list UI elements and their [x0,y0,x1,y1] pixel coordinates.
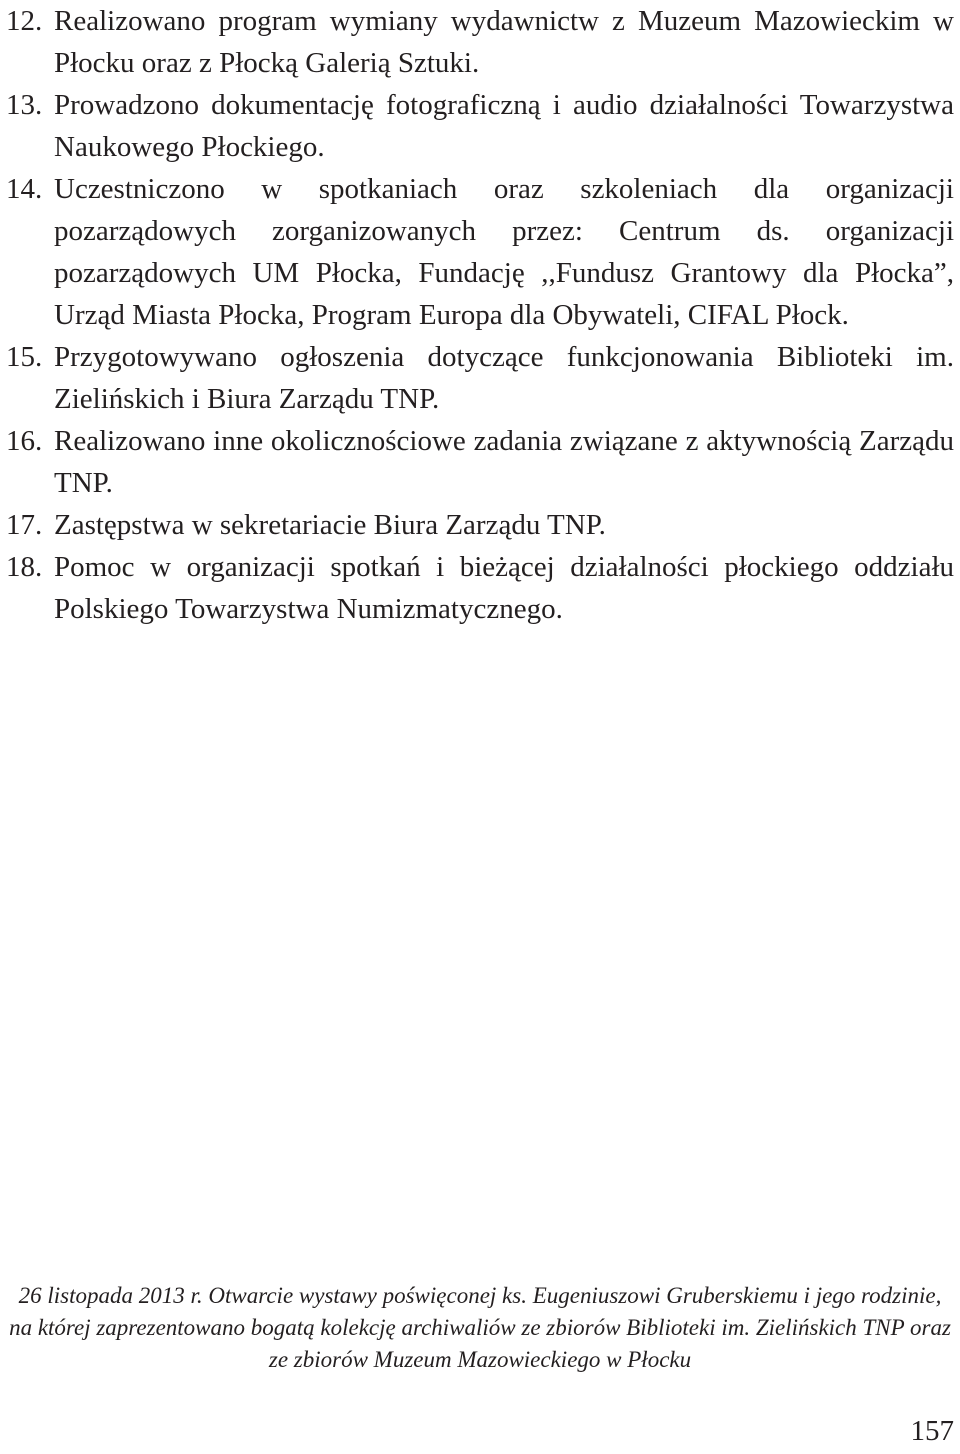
list-item [6,546,954,630]
list-item [6,504,954,546]
item-number: 16. [6,425,43,457]
list-item [6,168,954,336]
item-number: 15. [6,341,43,373]
list-item [6,84,954,168]
item-text: Przygotowywano ogłoszenia dotyczące funkcjonowania Biblioteki im. Zielińskich i Biura Zarządu TNP. [54,341,954,415]
item-text: Pomoc w organizacji spotkań i bieżącej działalności płockiego oddziału Polskiego Towarzystwa Numizmatycznego. [54,551,954,625]
item-number: 12. [6,5,43,37]
item-text: Zastępstwa w sekretariacie Biura Zarządu TNP. [54,509,606,541]
page-number: 157 [910,1415,954,1447]
item-number: 17. [6,509,43,541]
item-text: Prowadzono dokumentację fotograficzną i audio działalności Towarzystwa Naukowego Płockiego. [54,89,954,163]
item-number: 14. [6,173,43,205]
item-number: 18. [6,551,43,583]
item-text: Realizowano program wymiany wydawnictw z Muzeum Mazowieckim w Płocku oraz z Płocką Galerią Sztuki. [54,5,954,79]
list-item [6,0,954,84]
photo-caption: 26 listopada 2013 r. Otwarcie wystawy poświęconej ks. Eugeniuszowi Gruberskiemu i jego rodzinie, na której zaprezentowano bogatą kolekcję archiwaliów ze zbiorów Biblioteki im. Zielińskich TNP oraz ze zbiorów Muzeum Mazowieckiego w Płocku [9,1283,951,1372]
list-item [6,336,954,420]
item-text: Realizowano inne okolicznościowe zadania związane z aktywnością Zarządu TNP. [54,425,954,499]
item-number: 13. [6,89,43,121]
list-item [6,420,954,504]
activity-list [6,0,954,630]
item-text: Uczestniczono w spotkaniach oraz szkoleniach dla organizacji pozarządowych zorganizowanych przez: Centrum ds. organizacji pozarządowych UM Płocka, Fundację ,,Fundusz Grantowy dla Płocka”, Urząd Miasta Płocka, Program Europa dla Obywateli, CIFAL Płock. [54,173,954,331]
